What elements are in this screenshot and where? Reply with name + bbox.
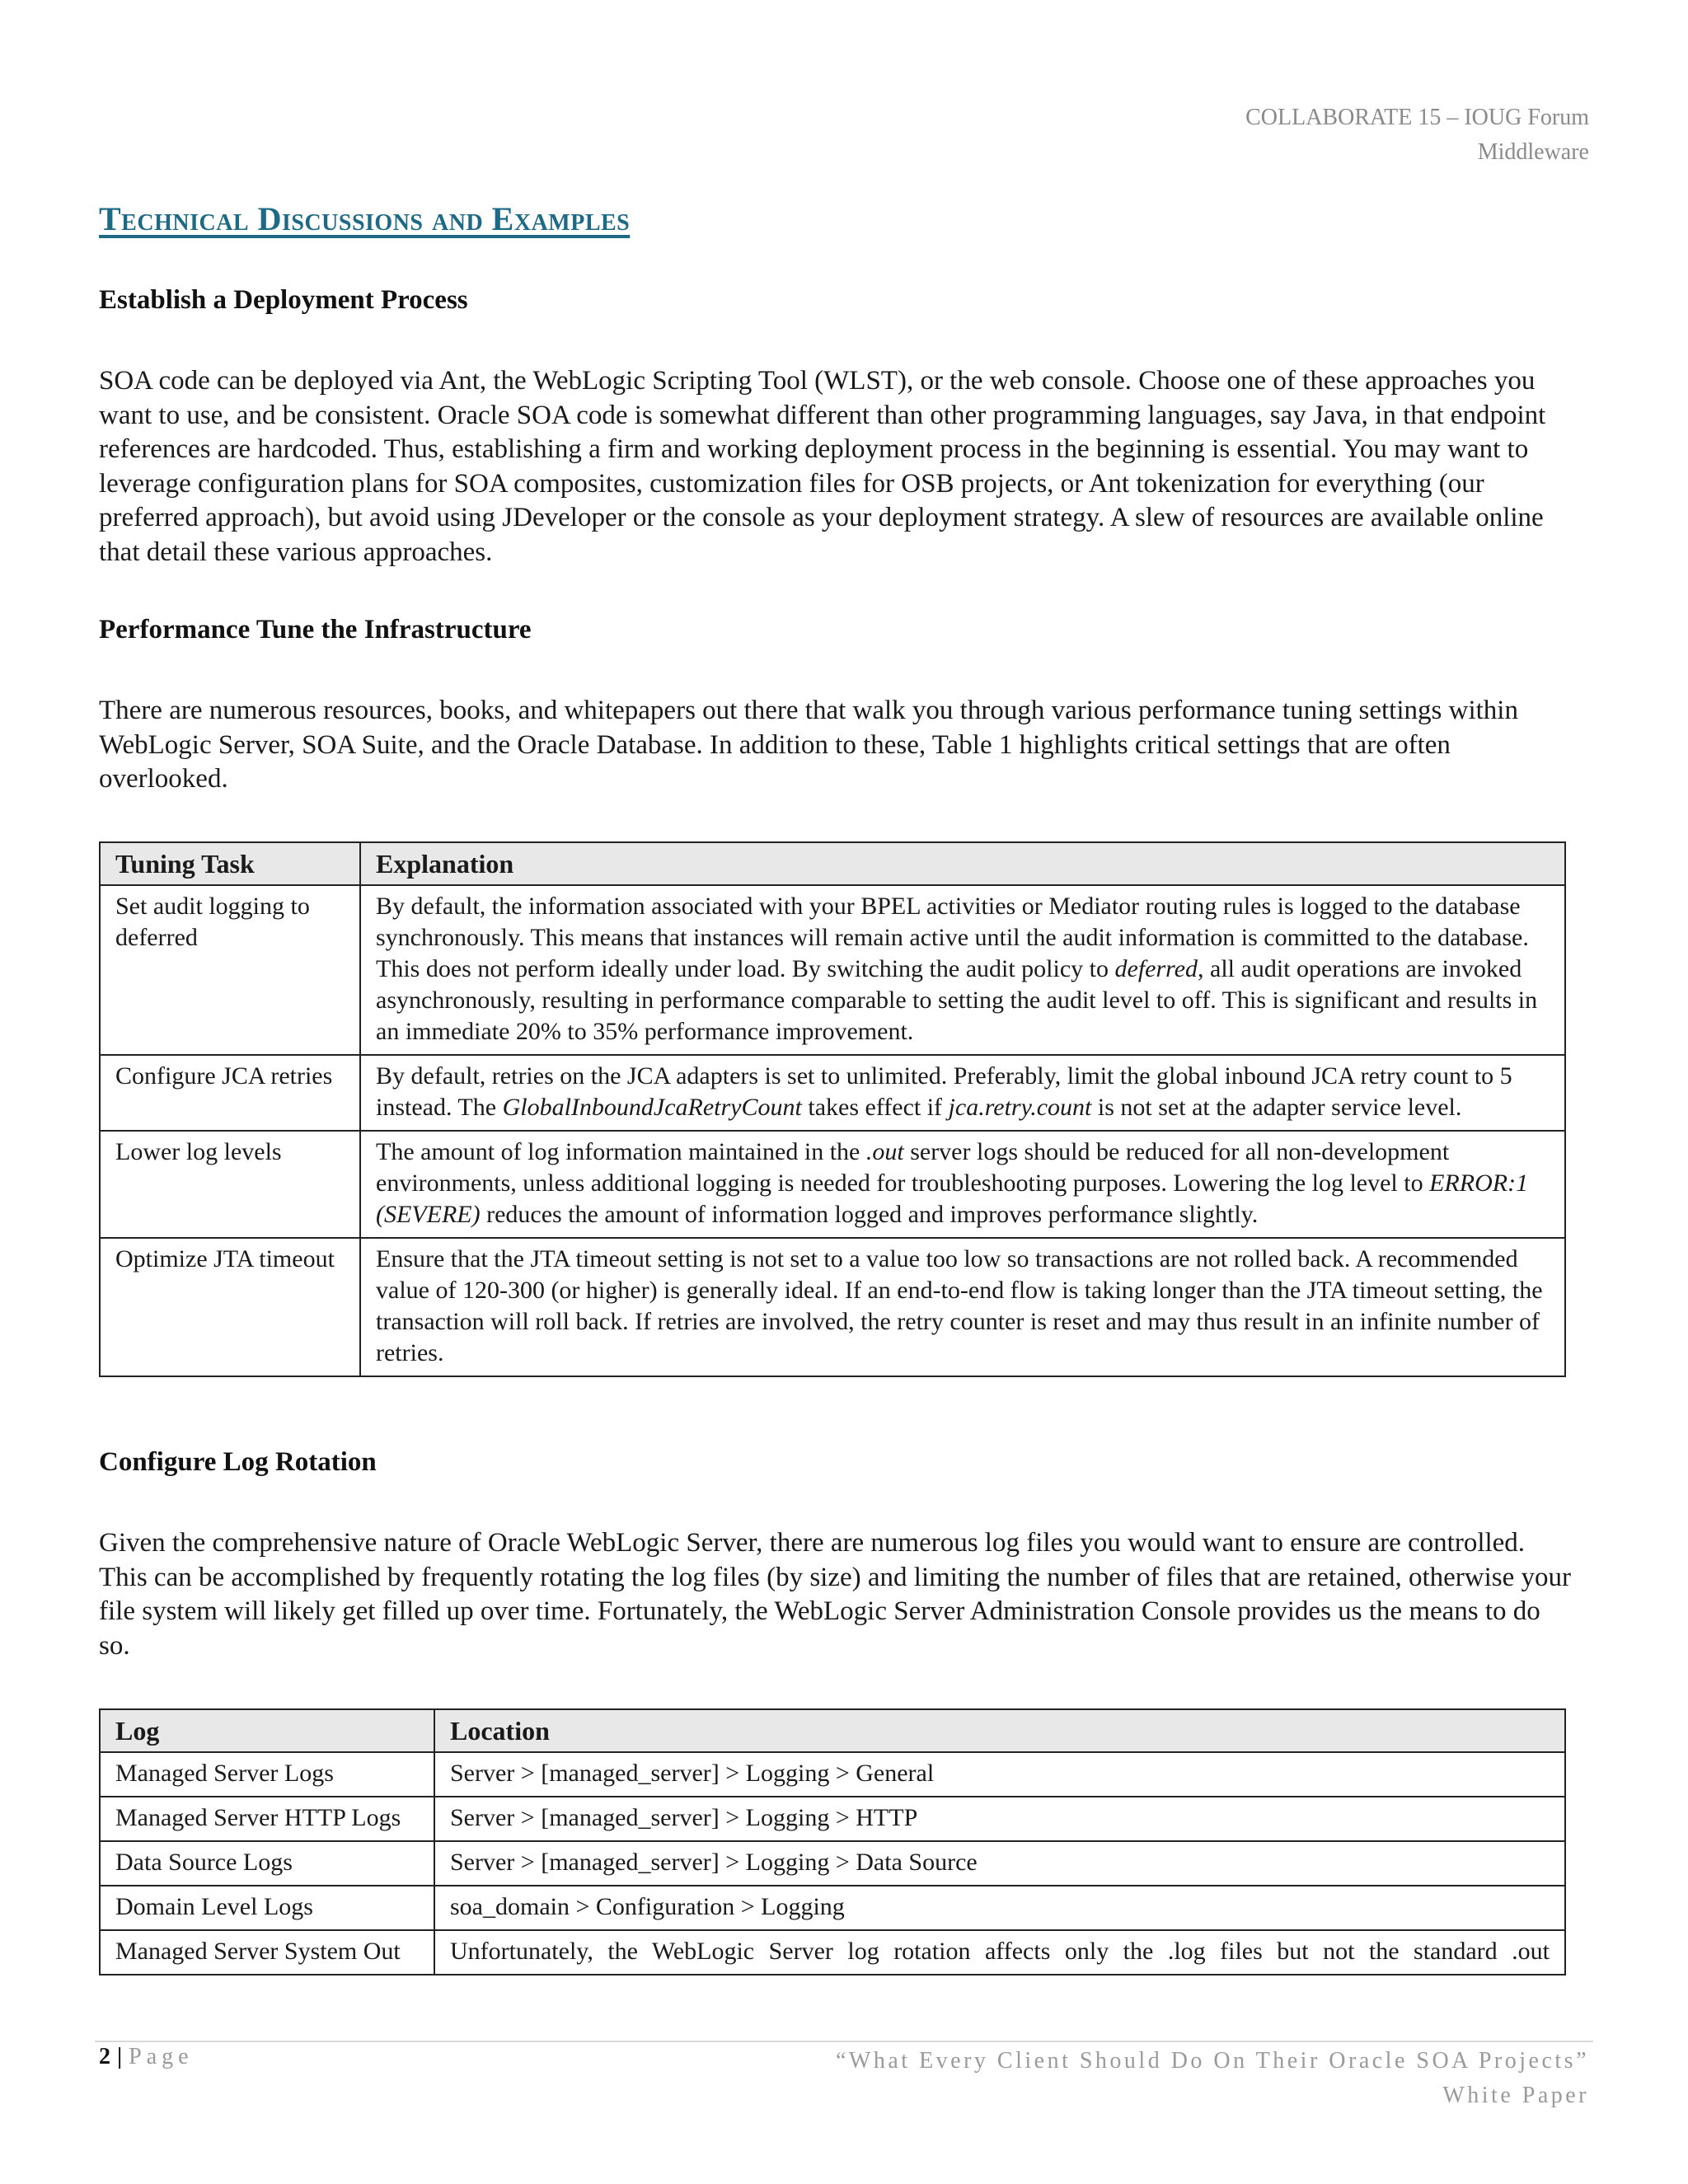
deploy-paragraph: SOA code can be deployed via Ant, the WebLogic Scripting Tool (WLST), or the web console. Choose one of these approaches you want to use, and be consistent. Oracle SOA code is somewhat different than other programming languages, say Java, in that endpoint references are hardcoded. Thus, establishing a firm and working deployment process in the beginning is essential. You may want to leverage configuration plans for SOA composites, customization files for OSB projects, or Ant tokenization for everything (our preferred approach), but avoid using JDeveloper or the console as your deployment strategy. A slew of resources are available online that detail these various approaches. — [99, 366, 1546, 567]
explanation-text: By default, the information associated with your BPEL activities or Mediator routing rules is logged to the database synchronously. This means that instances will remain active until the audit information is committed to the database. This does not perform ideally under load. By switching the audit policy to — [376, 893, 1529, 982]
tuning-task-cell: Configure JCA retries — [100, 1055, 360, 1131]
table-row — [100, 1055, 1565, 1131]
log-location-cell: Unfortunately, the WebLogic Server log rotation affects only the .log files but not the standard .out — [434, 1930, 1565, 1975]
page-number-value: 2 — [99, 2044, 110, 2069]
header-conference: COLLABORATE 15 – IOUG Forum — [1245, 105, 1589, 130]
explanation-text: server logs should be reduced for all non-development environments, unless additional logging is needed for troubleshooting purposes. Lowering the log level to — [376, 1138, 1450, 1197]
table-row — [100, 1238, 1565, 1376]
log-location-cell: Server > [managed_server] > Logging > General — [434, 1752, 1565, 1797]
explanation-italic: .out — [865, 1138, 904, 1165]
header-track: Middleware — [1477, 139, 1589, 165]
explanation-text: reduces the amount of information logged and improves performance slightly. — [480, 1201, 1259, 1228]
logrot-heading: Configure Log Rotation — [99, 1447, 377, 1477]
explanation-italic: GlobalInboundJcaRetryCount — [502, 1094, 802, 1121]
tuning-explanation-cell — [360, 1131, 1565, 1238]
explanation-text: The amount of log information maintained in the — [376, 1138, 866, 1165]
logrot-section — [99, 1447, 1574, 1478]
tuning-explanation-cell — [360, 1055, 1565, 1131]
tuning-task-cell: Set audit logging to deferred — [100, 885, 360, 1055]
explanation-italic: deferred — [1114, 955, 1198, 982]
table-row — [100, 1930, 1565, 1975]
log-location-cell: Server > [managed_server] > Logging > Data Source — [434, 1841, 1565, 1886]
table-row — [100, 1841, 1565, 1886]
page-number-separator: | — [117, 2044, 123, 2069]
explanation-text: is not set at the adapter service level. — [1091, 1094, 1462, 1121]
tuning-explanation-cell — [360, 885, 1565, 1055]
section-title: Technical Discussions and Examples — [99, 200, 631, 237]
logrot-paragraph: Given the comprehensive nature of Oracle WebLogic Server, there are numerous log files you would want to ensure are controlled. This can be accomplished by frequently rotating the log files (by size) and limiting the number of files that are retained, otherwise your file system will likely get filled up over time. Fortunately, the WebLogic Server Administration Console provides us the means to do so. — [99, 1528, 1572, 1661]
log-location-cell: soa_domain > Configuration > Logging — [434, 1886, 1565, 1930]
explanation-text: By default, retries on the JCA adapters is set to unlimited. Preferably, limit the global inbound JCA retry count to 5 instead. The — [376, 1062, 1512, 1121]
table-row — [100, 1752, 1565, 1797]
perf-heading: Performance Tune the Infrastructure — [99, 615, 532, 644]
log-name-cell: Managed Server System Out — [100, 1930, 434, 1975]
page-label: Page — [129, 2044, 194, 2069]
column-header-tuning-task: Tuning Task — [100, 842, 360, 885]
table-row — [100, 1886, 1565, 1930]
deploy-paragraph-block — [99, 364, 1574, 569]
log-name-cell: Domain Level Logs — [100, 1886, 434, 1930]
perf-paragraph-block — [99, 694, 1574, 797]
perf-paragraph: There are numerous resources, books, and whitepapers out there that walk you through various performance tuning settings within WebLogic Server, SOA Suite, and the Oracle Database. In addition to these, Table 1 highlights critical settings that are often overlooked. — [99, 696, 1518, 794]
page-number — [99, 2044, 194, 2070]
table-row — [100, 1797, 1565, 1841]
running-footer — [836, 2044, 1589, 2113]
tuning-task-cell: Lower log levels — [100, 1131, 360, 1238]
column-header-location: Location — [434, 1709, 1565, 1752]
logrot-paragraph-block — [99, 1526, 1574, 1663]
tuning-task-cell: Optimize JTA timeout — [100, 1238, 360, 1376]
footer-doc-title: “What Every Client Should Do On Their Oracle SOA Projects” — [836, 2048, 1589, 2074]
log-name-cell: Managed Server HTTP Logs — [100, 1797, 434, 1841]
table-header-row — [100, 1709, 1565, 1752]
explanation-text: , all audit operations are invoked asynchronously, resulting in performance comparable to setting the audit level to off. This is significant and results in an immediate 20% to 35% performance improvement. — [376, 955, 1538, 1045]
perf-section — [99, 615, 1574, 645]
footer-doc-type: White Paper — [1442, 2083, 1589, 2108]
deploy-heading: Establish a Deployment Process — [99, 285, 468, 315]
table-header-row — [100, 842, 1565, 885]
deploy-section — [99, 285, 1574, 316]
column-header-explanation: Explanation — [360, 842, 1565, 885]
log-name-cell: Managed Server Logs — [100, 1752, 434, 1797]
log-table — [99, 1708, 1566, 1975]
explanation-italic: ERROR:1 (SEVERE) — [376, 1169, 1529, 1228]
log-name-cell: Data Source Logs — [100, 1841, 434, 1886]
table-row — [100, 885, 1565, 1055]
tuning-explanation-cell: Ensure that the JTA timeout setting is not set to a value too low so transactions are not rolled back. A recommended value of 120-300 (or higher) is generally ideal. If an end-to-end flow is taking longer than the JTA timeout setting, the transaction will roll back. If retries are involved, the retry counter is reset and may thus result in an infinite number of retries. — [360, 1238, 1565, 1376]
tuning-table — [99, 841, 1566, 1377]
table-row — [100, 1131, 1565, 1238]
explanation-italic: jca.retry.count — [948, 1094, 1092, 1121]
running-header — [1245, 101, 1589, 170]
column-header-log: Log — [100, 1709, 434, 1752]
log-location-cell: Server > [managed_server] > Logging > HTTP — [434, 1797, 1565, 1841]
footer-divider — [95, 2041, 1593, 2042]
explanation-text: takes effect if — [801, 1094, 949, 1121]
